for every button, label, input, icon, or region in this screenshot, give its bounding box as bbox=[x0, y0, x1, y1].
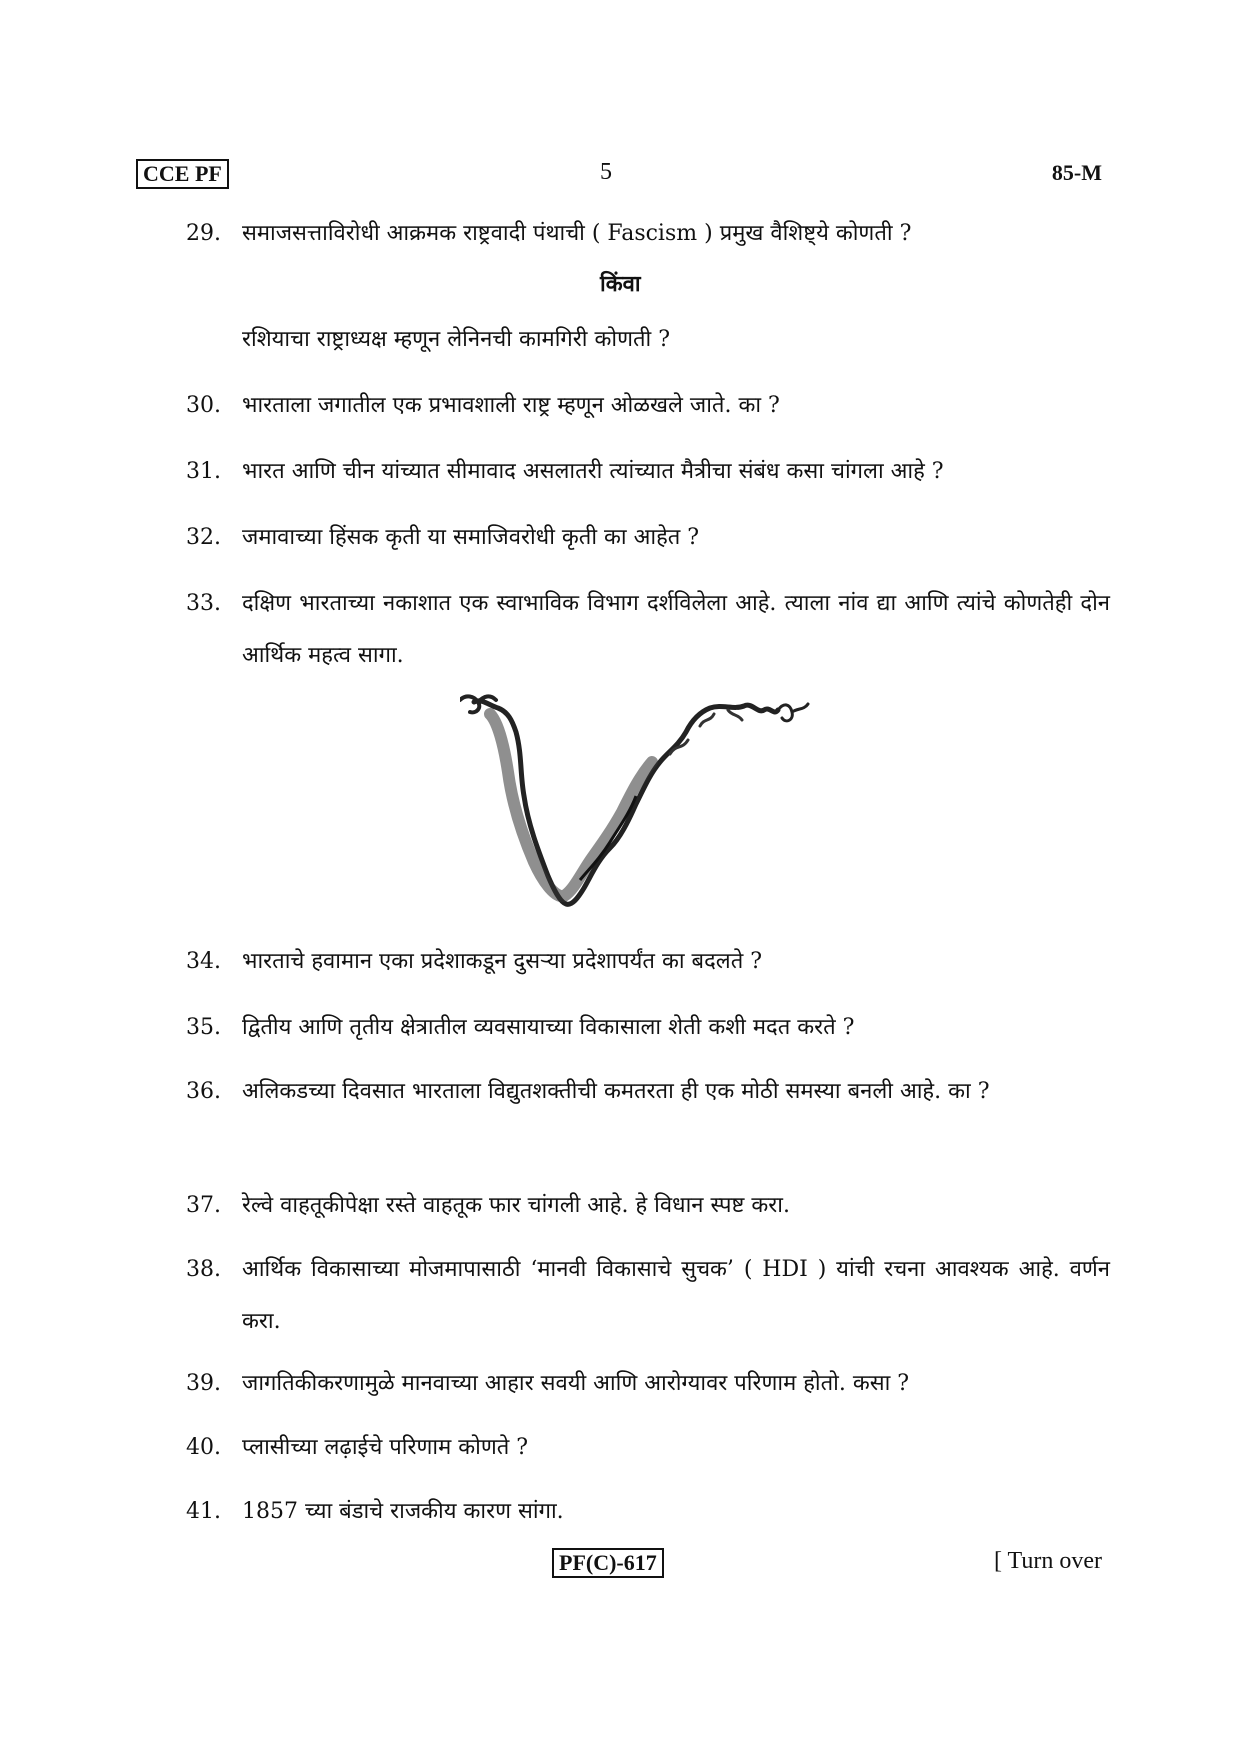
paper-code: 85-M bbox=[1051, 160, 1102, 185]
ghats-shading bbox=[490, 714, 652, 896]
question-39 bbox=[186, 1358, 1110, 1410]
question-40 bbox=[186, 1422, 1110, 1474]
question-text: भारताचे हवामान एका प्रदेशाकडून दुसऱ्या प्रदेशापर्यंत का बदलते ? bbox=[242, 949, 763, 974]
question-number: 35. bbox=[186, 1015, 221, 1040]
question-number: 40. bbox=[186, 1435, 221, 1460]
question-number: 34. bbox=[186, 949, 221, 974]
page-number: 5 bbox=[600, 159, 612, 185]
question-29 bbox=[186, 208, 1110, 260]
question-number: 37. bbox=[186, 1193, 221, 1218]
question-text: अलिकडच्या दिवसात भारताला विद्युतशक्तीची कमतरता ही एक मोठी समस्या बनली आहे. का ? bbox=[242, 1079, 990, 1104]
question-number: 32. bbox=[186, 525, 221, 550]
map-tail-squiggle bbox=[778, 704, 808, 721]
question-text: प्लासीच्या लढ़ाईचे परिणाम कोणते ? bbox=[242, 1435, 529, 1460]
booklet-code-box: PF(C)-617 bbox=[552, 1548, 664, 1578]
question-text: समाजसत्ताविरोधी आक्रमक राष्ट्रवादी पंथाची ( Fascism ) प्रमुख वैशिष्ट्ये कोणती ? bbox=[242, 221, 912, 246]
question-number: 39. bbox=[186, 1371, 221, 1396]
question-30 bbox=[186, 380, 1110, 432]
question-number: 36. bbox=[186, 1079, 221, 1104]
map-inner-marks bbox=[670, 710, 742, 754]
question-31 bbox=[186, 446, 1110, 498]
question-number: 33. bbox=[186, 591, 221, 616]
or-separator: किंवा bbox=[600, 271, 641, 297]
question-41 bbox=[186, 1486, 1110, 1538]
alternative-question-text: रशियाचा राष्ट्राध्यक्ष म्हणून लेनिनची कामगिरी कोणती ? bbox=[242, 327, 670, 352]
question-text: रेल्वे वाहतूकीपेक्षा रस्ते वाहतूक फार चांगली आहे. हे विधान स्पष्ट करा. bbox=[242, 1193, 790, 1218]
subject-code-box: CCE PF bbox=[136, 159, 229, 189]
question-number: 41. bbox=[186, 1499, 221, 1524]
question-text: आर्थिक विकासाच्या मोजमापासाठी ‘मानवी विकासाचे सुचक’ ( HDI ) यांची रचना आवश्यक आहे. वर्णन करा. bbox=[242, 1257, 1110, 1334]
turn-over-note: [ Turn over bbox=[993, 1548, 1102, 1574]
question-33 bbox=[186, 578, 1110, 682]
question-text: भारत आणि चीन यांच्यात सीमावाद असलातरी त्यांच्यात मैत्रीचा संबंध कसा चांगला आहे ? bbox=[242, 459, 944, 484]
question-number: 30. bbox=[186, 393, 221, 418]
question-number: 31. bbox=[186, 459, 221, 484]
question-34 bbox=[186, 936, 1110, 988]
question-number: 29. bbox=[186, 221, 221, 246]
question-35 bbox=[186, 1002, 1110, 1054]
question-text: दक्षिण भारताच्या नकाशात एक स्वाभाविक विभाग दर्शविलेला आहे. त्याला नांव द्या आणि त्यांचे कोणतेही दोन आर्थिक महत्व सागा. bbox=[242, 591, 1110, 668]
question-32 bbox=[186, 512, 1110, 564]
question-text: जागतिकीकरणामुळे मानवाच्या आहार सवयी आणि आरोग्यावर परिणाम होतो. कसा ? bbox=[242, 1371, 910, 1396]
question-text: 1857 च्या बंडाचे राजकीय कारण सांगा. bbox=[242, 1499, 564, 1524]
south-india-map-sketch bbox=[460, 692, 840, 912]
question-text: द्वितीय आणि तृतीय क्षेत्रातील व्यवसायाच्या विकासाला शेती कशी मदत करते ? bbox=[242, 1015, 855, 1040]
question-38 bbox=[186, 1244, 1110, 1348]
question-text: भारताला जगातील एक प्रभावशाली राष्ट्र म्हणून ओळखले जाते. का ? bbox=[242, 393, 780, 418]
question-37 bbox=[186, 1180, 1110, 1232]
question-number: 38. bbox=[186, 1257, 221, 1282]
question-text: जमावाच्या हिंसक कृती या समाजिवरोधी कृती का आहेत ? bbox=[242, 525, 700, 550]
question-36 bbox=[186, 1066, 1110, 1118]
